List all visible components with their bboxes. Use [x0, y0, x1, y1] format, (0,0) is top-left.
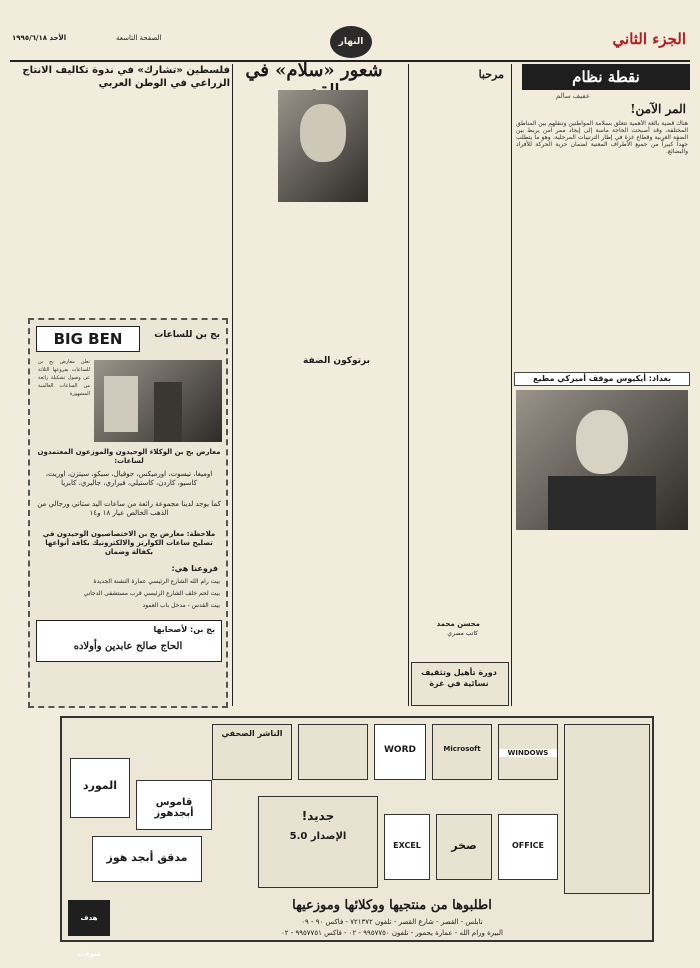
page-header	[8, 24, 692, 60]
panel-windows	[498, 724, 558, 780]
person-face	[576, 410, 628, 474]
bigben-ad	[28, 318, 228, 708]
panel-right-list	[564, 724, 650, 894]
word-label: WORD	[384, 745, 416, 755]
software-ad	[60, 716, 654, 958]
column-author: عفيف سالم	[555, 92, 590, 100]
bigben-owner-label: بج بن: لأصحابها	[153, 625, 215, 634]
hadaf-text: هدف سوفت	[77, 914, 101, 958]
panel-word	[374, 724, 426, 780]
mawrid-title: المورد	[82, 779, 118, 792]
left-story-divider	[232, 64, 233, 706]
dictionary-title: قاموس أبجدهوز	[154, 797, 194, 819]
panel-excel	[384, 814, 430, 880]
panel-office	[498, 814, 558, 880]
store-door	[154, 382, 182, 442]
panel-microsoft	[432, 724, 492, 780]
bigben-tagline: تعلن معارض بج بن للساعات بفروعها الثلاثة عن وصول تشكيلة رائعة من الساعات العالمية المشهورة	[38, 359, 90, 397]
version-label: الإصدار 5.0	[289, 831, 347, 842]
store-window	[104, 376, 138, 432]
bigben-brand-ar: بج بن للساعات	[154, 330, 220, 340]
panel-publisher	[212, 724, 292, 780]
bigben-brand-en	[36, 326, 140, 352]
bigben-branch-3: بيت القدس - مدخل باب العمود	[142, 602, 220, 609]
bigben-dealers-title: معارض بج بن الوكلاء الوحيدون والموزعون المعتمدون لساعات:	[37, 448, 221, 465]
new-label: جديد!	[301, 809, 335, 823]
ad-footer-main: اطلبوها من منتجيها ووكلائها وموزعيها	[292, 898, 492, 913]
photo-face	[300, 104, 346, 162]
column-kicker: نقطة نظام	[572, 68, 640, 86]
main-sub-heading: برتوكون الضفة	[303, 356, 370, 366]
panel-dictionary	[136, 780, 212, 830]
panel-book-1	[298, 724, 368, 780]
bigben-en-text: BIG BEN	[53, 330, 123, 348]
marhaba-title: مرحبا	[478, 68, 504, 81]
checker-title: مدقق أبجد هوز	[106, 851, 188, 864]
column-photo-caption	[514, 372, 690, 386]
microsoft-label: Microsoft	[443, 745, 481, 753]
bigben-owner-name: الحاج صالح عابدين وأولاده	[73, 641, 183, 652]
panel-sakhr	[436, 814, 492, 880]
windows-label: WINDOWS	[499, 749, 557, 757]
bigben-branches-title: فروعنا هي:	[171, 564, 218, 573]
caption-text: بغداد: أيكيوس موقف أميركي مطيع	[533, 374, 671, 383]
marhaba-role: كاتب مصري	[447, 630, 478, 637]
logo-text: النهار	[338, 37, 364, 47]
sakhr-label: صخر	[451, 839, 477, 852]
panel-checker	[92, 836, 202, 882]
bigben-owner-box	[36, 620, 222, 662]
ad-footer-addr2: البيرة ورام الله - عمارة يحمور - تلفون ٩٩٥٧٧٥٠ - ٠٢ - فاكس ٩٩٥٧٧٥١ - ٠٢	[281, 929, 503, 937]
publisher-title: الناشر الصحفي	[221, 729, 283, 738]
main-story-body	[294, 208, 402, 708]
panel-mawrid	[70, 758, 130, 818]
center-body	[234, 208, 294, 708]
newspaper-logo	[330, 26, 372, 58]
bigben-brands: اوميغا، تيسوت، اورميكس، جوفيال، سيكو، سيتزن، اوريت، كاسيو، كاردن، كاستيلي، فيراري، جاليري، كابريا	[45, 470, 213, 487]
edition-label: الصفحة التاسعة	[116, 34, 162, 42]
top-left-body	[12, 94, 230, 312]
bigben-branch-1: بيت رام الله الشارع الرئيسي عمارة النشنة الجديدة	[93, 578, 220, 585]
column-body: هناك قضية بالغة الأهمية تتعلق بسلامة المواطنين وتنقلهم بين المناطق المختلفة، وقد أصبحت الحاجة ماسة إلى إيجاد ممر آمن يربط بين الضفة الغربية وقطاع غزة في إطار الترتيبات المرحلية، وهو ما يتطلب جهداً كبيراً من جميع الأطراف المعنية لضمان حرية الحركة للأفراد والبضائع.	[516, 120, 688, 155]
bigben-gold: كما يوجد لدينا مجموعة رائعة من ساعات اليد ستاني ورجالي من الذهب الخالص عيار ١٨ و١٤	[37, 500, 221, 517]
marhaba-author: محسن محمد	[436, 620, 480, 628]
bigben-branch-2: بيت لحم خلف الشارع الرئيسي قرب مستشفى الدجاني	[83, 590, 220, 597]
office-label: OFFICE	[511, 841, 545, 850]
top-left-headline: فلسطين «تشارك» في ندوة تكاليف الانتاج الزراعي في الوطن العربي	[22, 65, 230, 89]
bigben-note: ملاحظة: معارض بج بن الاختصاصيون الوحيدون في تصليح ساعات الكوارتز والالكترونيك بكافة أنواعها بكفالة وضمان	[42, 530, 216, 556]
main-story-photo	[278, 90, 368, 202]
ad-footer-addr1: نابلس - القصر - شارع القصر - تلفون ٧٢١٣٧٢ - فاكس ٩٠ - ٠٩	[301, 918, 483, 926]
gaza-box	[411, 662, 509, 706]
panel-new-release	[258, 796, 378, 888]
excel-label: EXCEL	[393, 841, 421, 850]
bigben-store-photo	[94, 360, 222, 442]
marhaba-body	[412, 86, 506, 556]
date-label: الأحد ١٩٩٥/٦/١٨	[12, 34, 67, 42]
hadaf-logo	[68, 900, 110, 958]
person-suit	[548, 476, 656, 530]
column-title: المر الآمن!	[630, 102, 686, 116]
column-lower-body	[516, 536, 688, 706]
section-label: الجزء الثاني	[612, 30, 686, 48]
main-headline: شعور «سلام» في	[245, 60, 383, 81]
column-kicker-box	[522, 64, 690, 90]
marhaba-divider	[408, 64, 409, 706]
gaza-title: دورة تأهيل وتثقيف نسائية في غزة	[421, 668, 497, 688]
right-col-divider	[511, 64, 512, 706]
column-photo	[516, 390, 688, 530]
